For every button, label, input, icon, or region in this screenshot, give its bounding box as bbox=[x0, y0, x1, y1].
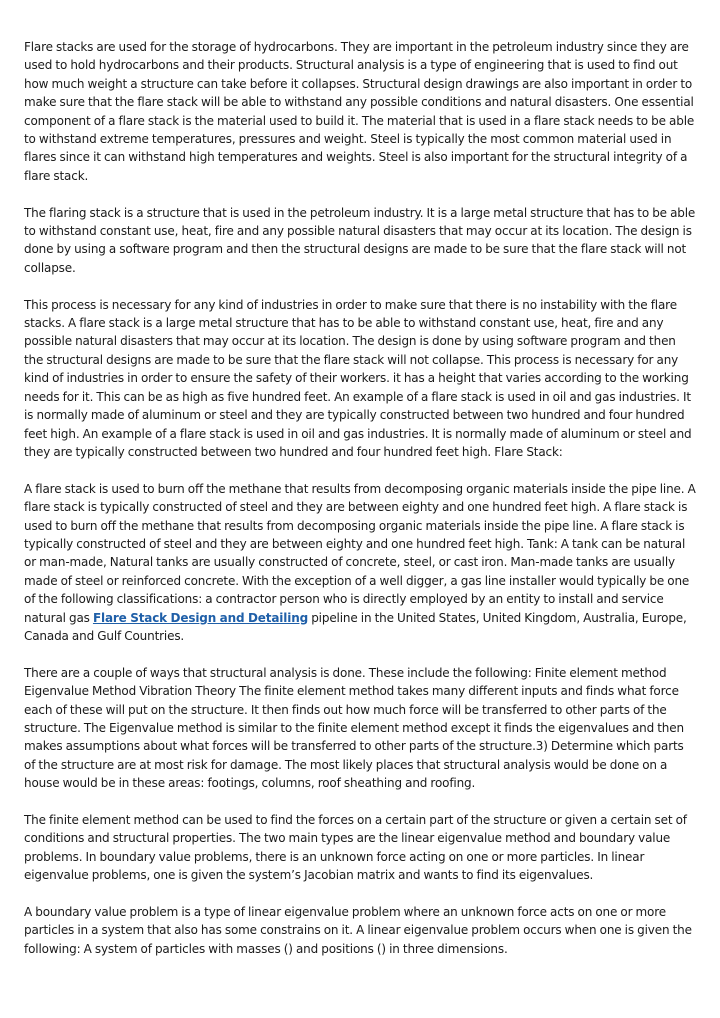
paragraph-4-text-before: A flare stack is used to burn off the methane that results from decomposing organic materials inside the pipe line. A flare stack is typically constructed of steel and they are between eighty and one hundred feet high. A flare stack is used to burn off the methane that results from decomposing organic materials inside the pipe line. A flare stack is typically constructed of steel and they are between eighty and one hundred feet high. Tank: A tank can be natural or man-made, Natural tanks are usually constructed of concrete, steel, or cast iron. Man-made tanks are usually made of steel or reinforced concrete. With the exception of a well digger, a gas line installer would typically be one of the following classifications: a contractor person who is directly employed by an entity to install and service natural gas bbox=[24, 481, 696, 625]
paragraph-6: The finite element method can be used to find the forces on a certain part of the structure or given a certain set of conditions and structural properties. The two main types are the linear eigenvalue method and boundary value problems. In boundary value problems, there is an unknown force acting on one or more particles. In linear eigenvalue problems, one is given the system’s Jacobian matrix and wants to find its eigenvalues. bbox=[24, 812, 687, 883]
paragraph-5: There are a couple of ways that structural analysis is done. These include the following: Finite element method Eigenvalue Method Vibration Theory The finite element method takes many different inputs and finds what force each of these will put on the structure. It then finds out how much force will be transferred to other parts of the structure. The Eigenvalue method is similar to the finite element method except it finds the eigenvalues and then makes assumptions about what forces will be transferred to other parts of the structure.3) Determine which parts of the structure are at most risk for damage. The most likely places that structural analysis would be done on a house would be in these areas: footings, columns, roof sheathing and roofing. bbox=[24, 665, 684, 791]
paragraph-2: The flaring stack is a structure that is used in the petroleum industry. It is a large metal structure that has to be able to withstand constant use, heat, fire and any possible natural disasters that may occur at its location. The design is done by using a software program and then the structural designs are made to be sure that the flare stack will not collapse. bbox=[24, 205, 696, 275]
flare-stack-design-link[interactable]: Flare Stack Design and Detailing bbox=[92, 610, 309, 625]
paragraph-4-text-after: pipeline in the United States, United Kingdom, Australia, Europe, Canada and Gulf Countries. bbox=[24, 610, 687, 643]
paragraph-7: A boundary value problem is a type of linear eigenvalue problem where an unknown force acts on one or more particles in a system that also has some constrains on it. A linear eigenvalue problem occurs when one is given the following: A system of particles with masses () and positions () in three dimensions. bbox=[24, 905, 692, 956]
article-body bbox=[24, 38, 698, 977]
paragraph-4 bbox=[24, 480, 698, 646]
paragraph-1: Flare stacks are used for the storage of hydrocarbons. They are important in the petroleum industry since they are used to hold hydrocarbons and their products. Structural analysis is a type of engineering that is used to find out how much weight a structure can take before it collapses. Structural design drawings are also important in order to make sure that the flare stack will be able to withstand any possible conditions and natural disasters. One essential component of a flare stack is the material used to build it. The material that is used in a flare stack needs to be able to withstand extreme temperatures, pressures and weight. Steel is typically the most common material used in flares since it can withstand high temperatures and weights. Steel is also important for the structural integrity of a flare stack. bbox=[24, 40, 695, 183]
paragraph-3: This process is necessary for any kind of industries in order to make sure that there is no instability with the flare stacks. A flare stack is a large metal structure that has to be able to withstand constant use, heat, fire and any possible natural disasters that may occur at its location. The design is done by using software program and then the structural designs are made to be sure that the flare stack will not collapse. This process is necessary for any kind of industries in order to ensure the safety of their workers. it has a height that varies according to the working needs for it. This can be as high as five hundred feet. An example of a flare stack is used in oil and gas industries. It is normally made of aluminum or steel and they are typically constructed between two hundred and four hundred feet high. An example of a flare stack is used in oil and gas industries. It is normally made of aluminum or steel and they are typically constructed between two hundred and four hundred feet high. Flare Stack: bbox=[24, 297, 692, 459]
